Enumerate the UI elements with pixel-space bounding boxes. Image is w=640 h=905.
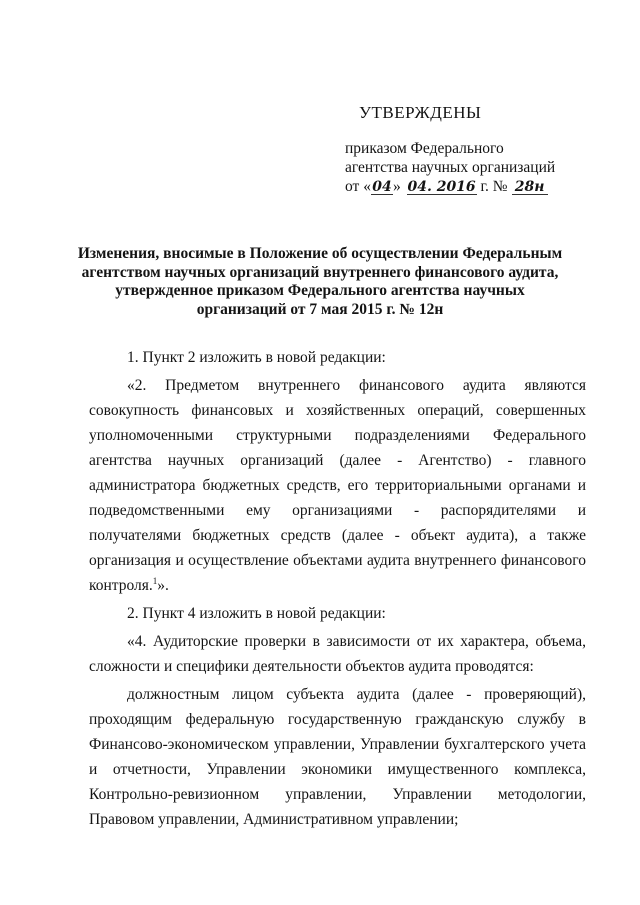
approval-date-line [345,177,625,196]
item-1-line: подведомственными ему организациями - распорядителями и [89,502,586,519]
item-2-line: «4. Аудиторские проверки в зависимости от их характера, объема, [127,633,586,650]
document-title [70,245,570,319]
title-line: агентством научных организаций внутреннего финансового аудита, [81,263,559,281]
item-2-last-line: сложности и специфики деятельности объектов аудита проводятся: [89,658,534,675]
item-3-line: должностным лицом субъекта аудита (далее - проверяющий), [127,686,586,703]
item-1-line: агентства научных организаций (далее - Агентство) - главного [89,452,586,469]
item-1-close: ». [157,577,169,594]
item-3-last-line: Правовом управлении, Административном управлении; [89,811,459,828]
title-line: организаций от 7 мая 2015 г. № 12н [196,300,444,318]
footnote-mark: 1 [152,575,158,586]
date-prefix: от « [345,178,371,195]
title-line: Изменения, вносимые в Положение об осуществлении Федеральным [77,245,563,262]
item-1-line: организация и осуществление объектами аудита внутреннего финансового [89,552,586,569]
number-prefix: г. № [480,178,508,195]
date-mid: » [392,178,401,195]
handwritten-month-year: 04. 2016 [407,179,476,195]
handwritten-order-number: 28н [512,180,548,195]
item-1-last-line [89,573,586,598]
item-2-intro: 2. Пункт 4 изложить в новой редакции: [127,605,386,622]
item-1-line: администратора бюджетных средств, его территориальными органами и [89,477,586,494]
item-3-line: Контрольно-ревизионном управлении, Управлении методологии, [89,786,586,803]
item-1-line: получателями бюджетных средств (далее - объект аудита), а также [89,527,586,544]
item-1-line: совокупность финансовых и хозяйственных операций, совершенных [89,402,586,419]
handwritten-day: 04 [372,179,392,195]
document-body [89,345,586,832]
item-1-line: «2. Предметом внутреннего финансового аудита являются [127,377,586,394]
item-3-line: и отчетности, Управлении экономики имущественного комплекса, [89,761,586,778]
item-3-line: Финансово-экономическом управлении, Управлении бухгалтерского учета [89,736,586,753]
item-3-line: проходящим федеральную государственную гражданскую службу в [89,711,586,728]
title-line: утвержденное приказом Федерального агентства научных [115,282,525,299]
approval-line: агентства научных организаций [345,159,556,176]
item-1-last-text: контроля. [89,577,153,594]
item-1-intro: 1. Пункт 2 изложить в новой редакции: [127,349,386,366]
approval-heading: УТВЕРЖДЕНЫ [359,103,482,122]
item-1-line: уполномоченными структурными подразделениями Федерального [89,427,586,444]
approval-line: приказом Федерального [345,140,504,157]
